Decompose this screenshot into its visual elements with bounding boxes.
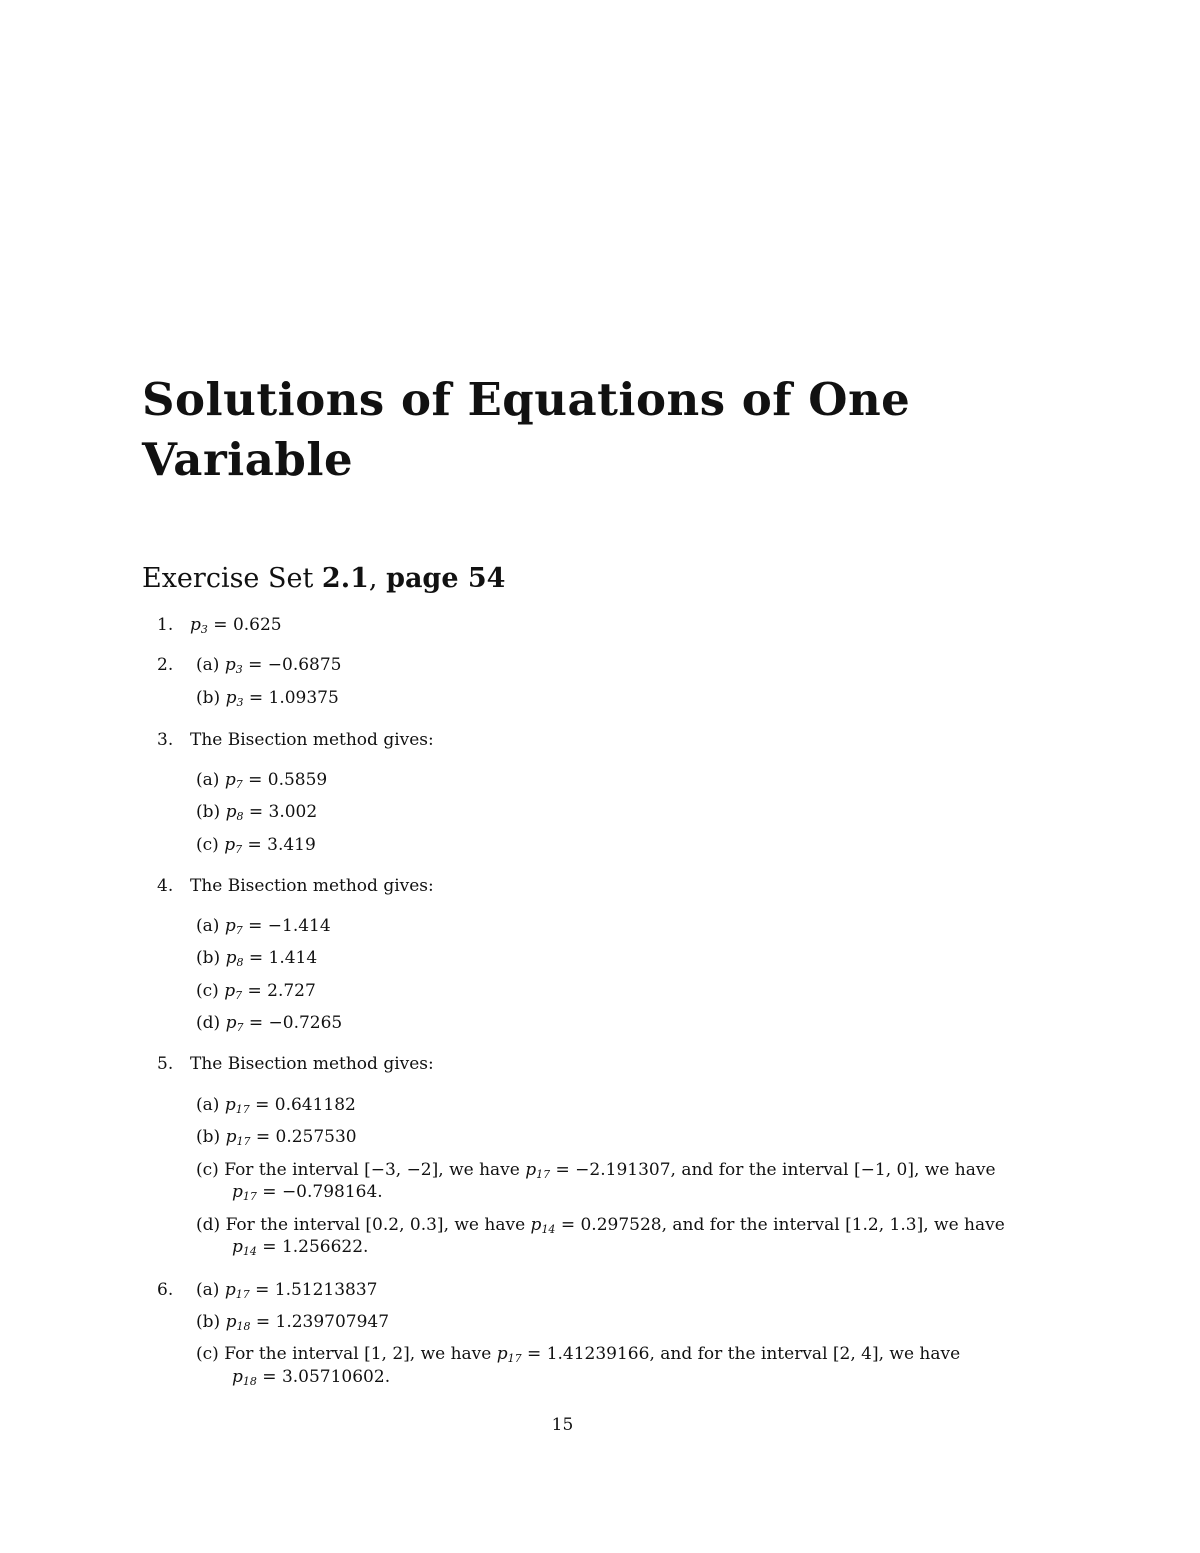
- math-var: $p_3$: [224, 655, 243, 676]
- exercise-4c-answer: (c) $p_7 = 2.727$: [196, 981, 316, 1002]
- section-number: 2.1: [321, 563, 369, 594]
- math-var: $p_{18}$: [225, 1312, 251, 1333]
- math-var: $p_{17}$: [496, 1344, 522, 1365]
- math-var: $p_{17}$: [232, 1182, 257, 1203]
- exercise-3-number: 3.: [157, 730, 174, 750]
- exercise-3-intro: The Bisection method gives:: [190, 730, 434, 750]
- math-var: $p_7$: [224, 770, 243, 791]
- exercise-5b-answer: (b) $p_{17} = 0.257530$: [196, 1127, 357, 1148]
- exercise-6c-continuation: $p_{18} = 3.05710602$.: [232, 1367, 391, 1388]
- exercise-3a-answer: (a) $p_7 = 0.5859$: [196, 770, 328, 791]
- section-page: page 54: [386, 563, 506, 594]
- exercise-3b-answer: (b) $p_8 = 3.002$: [196, 802, 318, 823]
- math-var: $p_7$: [224, 981, 243, 1002]
- exercise-4-number: 4.: [157, 876, 174, 896]
- math-var: $p_{14}$: [530, 1215, 556, 1236]
- exercise-2a-answer: (a) $p_3 = -0.6875$: [196, 655, 342, 676]
- exercise-1-answer: $p_3 = 0.625$: [190, 615, 282, 636]
- exercise-2-number: 2.: [157, 655, 174, 675]
- math-var: $p_7$: [224, 916, 243, 937]
- math-var: $p_{17}$: [224, 1280, 250, 1301]
- chapter-title: Solutions of Equations of One Variable: [142, 373, 911, 486]
- exercise-6c-answer: (c) For the interval [1, 2], we have $p_{17} = 1.41239166$, and for the interval [2, 4], we have: [196, 1344, 961, 1365]
- exercise-6-number: 6.: [157, 1280, 174, 1300]
- exercise-5d-continuation: $p_{14} = 1.256622$.: [232, 1237, 369, 1258]
- exercise-5a-answer: (a) $p_{17} = 0.641182$: [196, 1095, 356, 1116]
- section-separator: ,: [368, 563, 387, 594]
- math-var: $p_7$: [224, 835, 243, 856]
- math-var: $p_3$: [225, 688, 244, 709]
- exercise-5c-answer: (c) For the interval [−3, −2], we have $p_{17} = -2.191307$, and for the interval [−1, 0], we have: [196, 1160, 996, 1181]
- exercise-5c-continuation: $p_{17} = -0.798164$.: [232, 1182, 383, 1203]
- exercise-6a-answer: (a) $p_{17} = 1.51213837$: [196, 1280, 378, 1301]
- math-var: $p_{17}$: [225, 1127, 251, 1148]
- exercise-4a-answer: (a) $p_7 = -1.414$: [196, 916, 331, 937]
- exercise-5-number: 5.: [157, 1054, 174, 1074]
- math-var: $p_8$: [225, 802, 244, 823]
- math-var: $p_{18}$: [232, 1367, 257, 1388]
- section-prefix: Exercise Set: [142, 563, 322, 594]
- exercise-5d-answer: (d) For the interval [0.2, 0.3], we have $p_{14} = 0.297528$, and for the interval [1.2, 1.3], we have: [196, 1215, 1005, 1236]
- math-var: $p_{17}$: [525, 1160, 551, 1181]
- math-var: $p_{14}$: [232, 1237, 257, 1258]
- exercise-6b-answer: (b) $p_{18} = 1.239707947$: [196, 1312, 390, 1333]
- exercise-4-intro: The Bisection method gives:: [190, 876, 434, 896]
- exercise-5-intro: The Bisection method gives:: [190, 1054, 434, 1074]
- exercise-4d-answer: (d) $p_7 = -0.7265$: [196, 1013, 343, 1034]
- exercise-3c-answer: (c) $p_7 = 3.419$: [196, 835, 316, 856]
- page-number: 15: [551, 1415, 574, 1435]
- exercise-4b-answer: (b) $p_8 = 1.414$: [196, 948, 318, 969]
- math-var: $p_3$: [190, 615, 208, 636]
- math-var: $p_7$: [225, 1013, 244, 1034]
- math-var: $p_8$: [225, 948, 244, 969]
- math-var: $p_{17}$: [224, 1095, 250, 1116]
- exercise-1-number: 1.: [157, 615, 174, 635]
- exercise-2b-answer: (b) $p_3 = 1.09375$: [196, 688, 339, 709]
- section-title: [142, 561, 505, 597]
